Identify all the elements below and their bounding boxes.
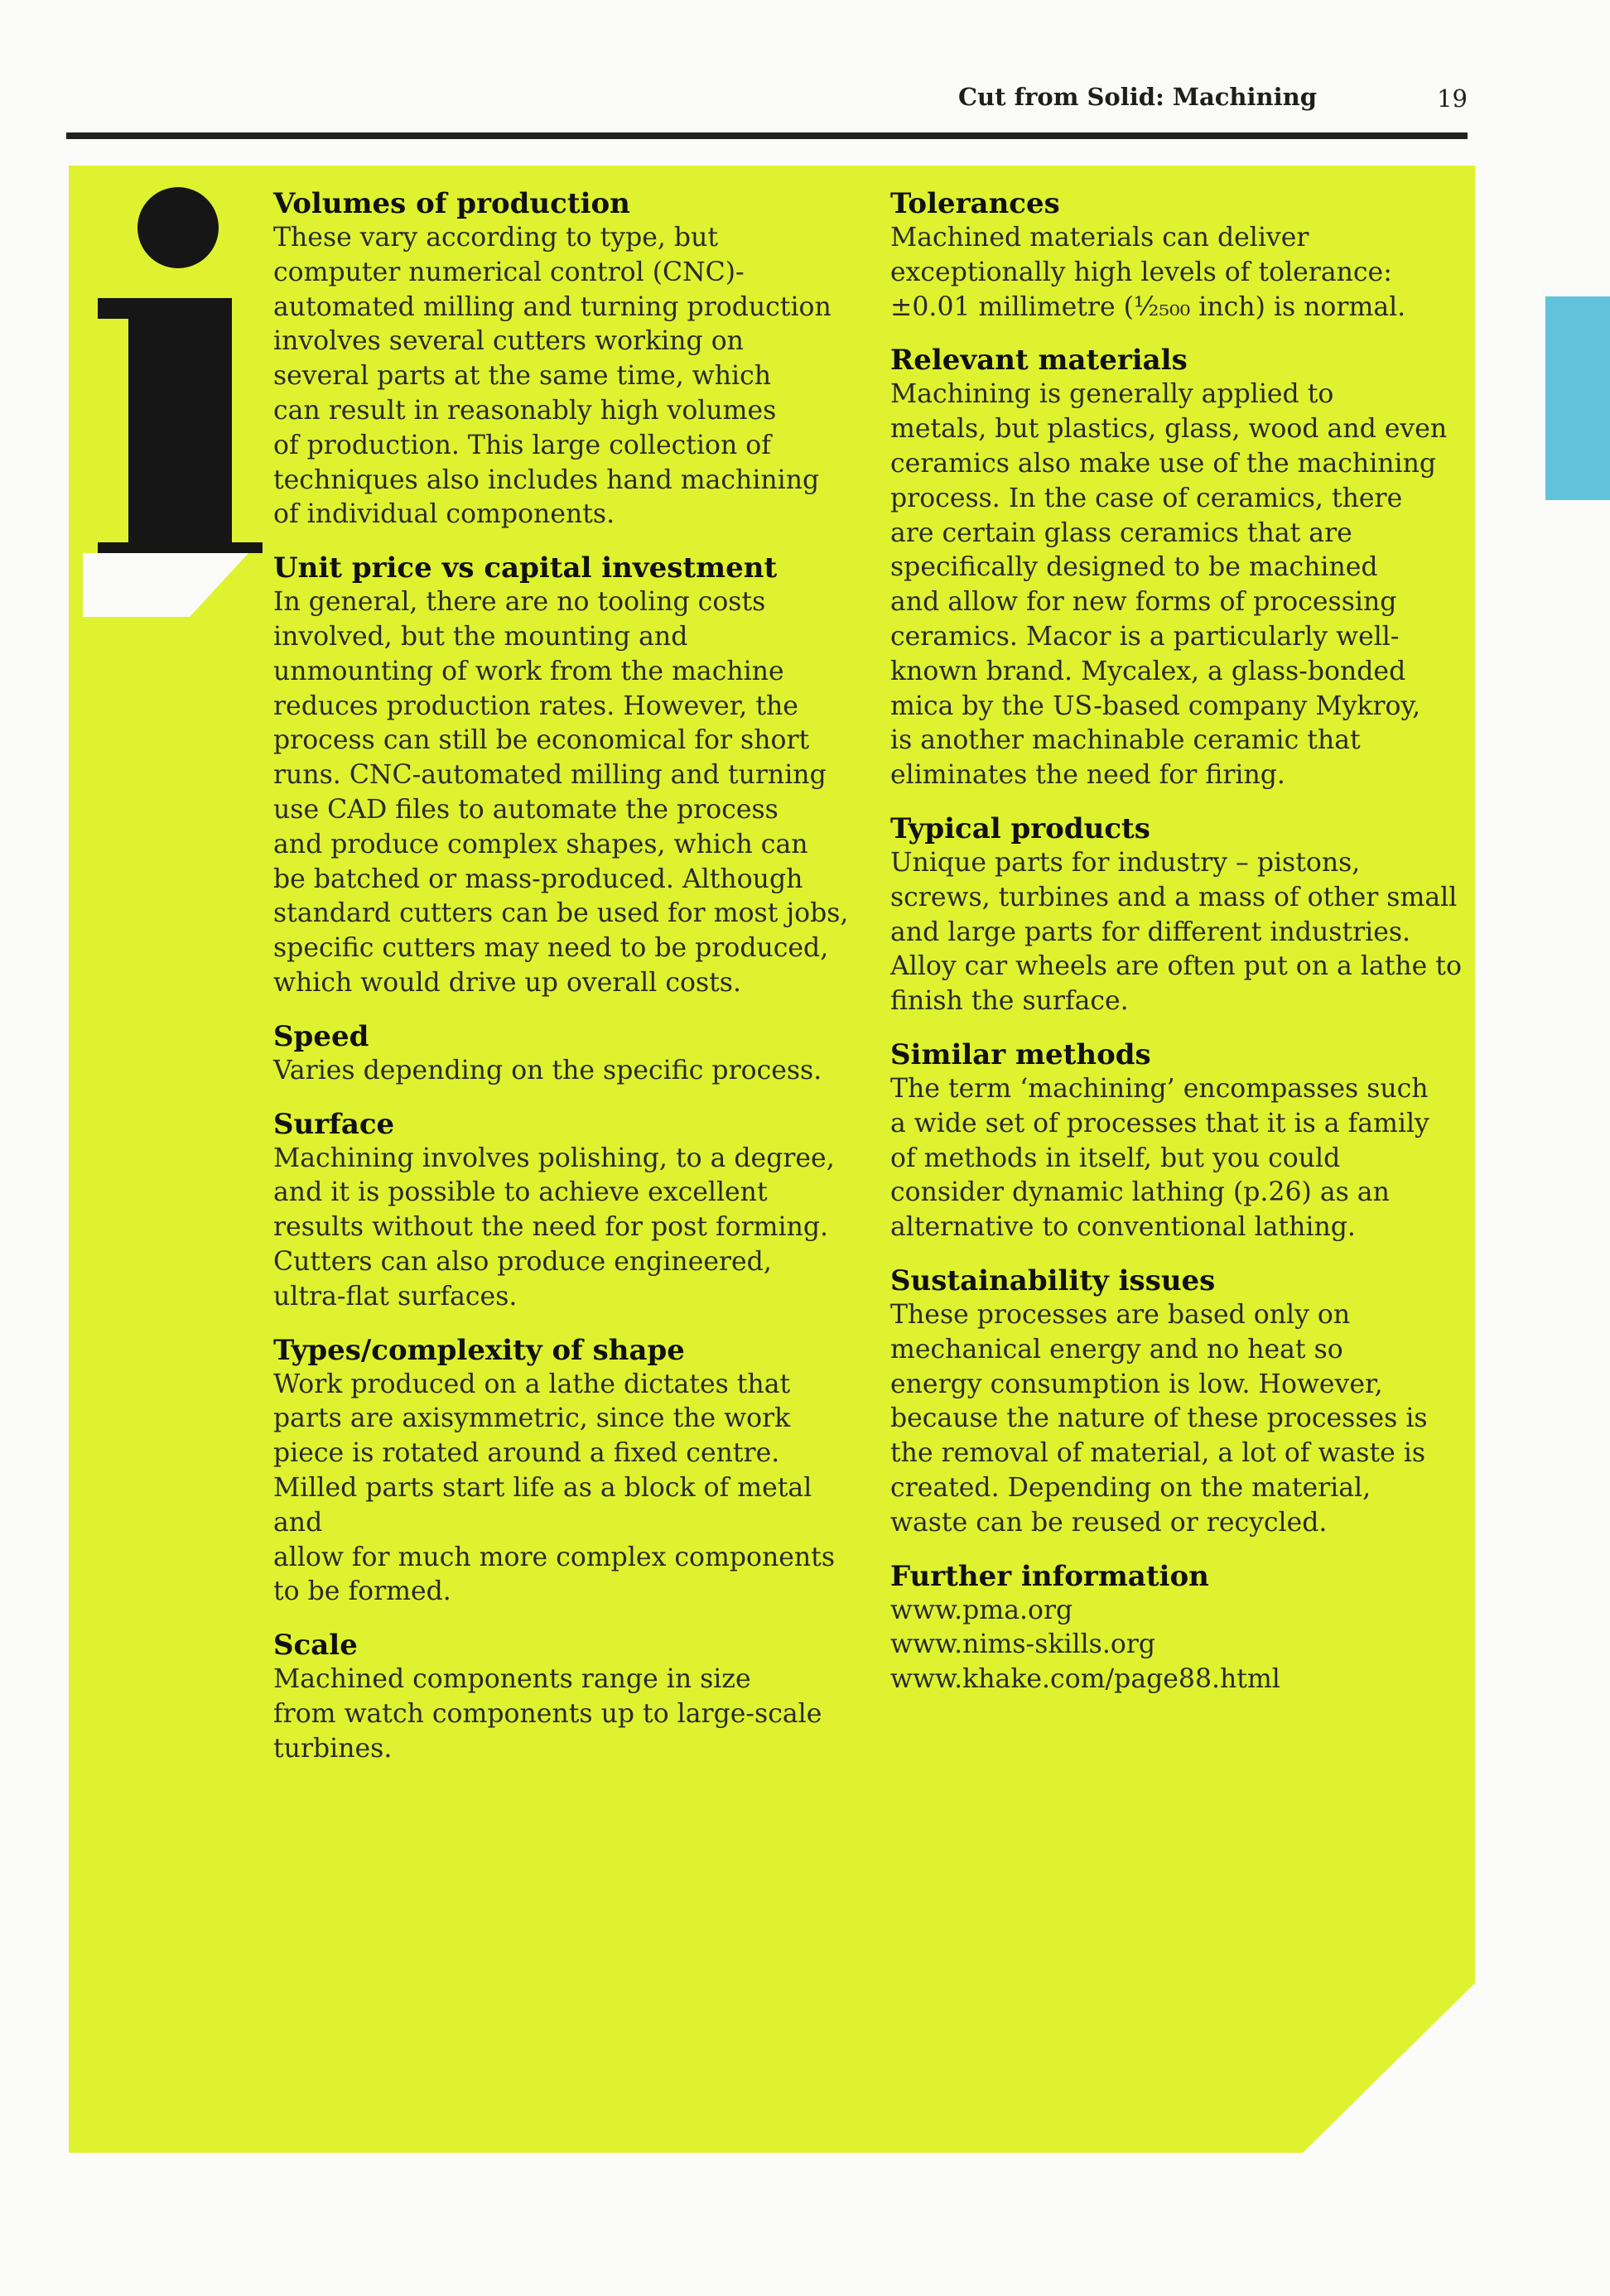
section-body: Machining is generally applied to metals, but plastics, glass, wood and even ceramics also make use of the machining process. In the case of ceramics, there are certain glass ceramics that are specifically designed to be machined and allow for new forms of processing ceramics. Macor is a particularly well- known brand. Mycalex, a glass-bonded mica by the US-based company Mykroy, is another machinable ceramic that eliminates the need for firing.	[890, 379, 1448, 791]
section-heading: Similar methods	[890, 1037, 1151, 1071]
section-body: In general, there are no tooling costs involved, but the mounting and unmounting of work from the machine reduces production rates. However, the process can still be economical for short runs. CNC-automated milling and turning use CAD files to automate the process and produce complex shapes, which can be batched or mass-produced. Although standard cutters can be used for most jobs, specific cutters may need to be produced, which would drive up overall costs.	[273, 587, 849, 998]
section-heading: Surface	[273, 1107, 395, 1141]
section-speed	[273, 1019, 853, 1089]
section-heading: Types/complexity of shape	[273, 1333, 685, 1367]
section-heading: Typical products	[890, 811, 1150, 845]
section-body: These vary according to type, but computer numerical control (CNC)- automated milling and turning production involves several cutters working on several parts at the same time, which can result in reasonably high volumes of production. This large collection of techniques also includes hand machining of individual components.	[273, 223, 832, 530]
section-types-complexity	[273, 1333, 853, 1610]
section-scale	[273, 1628, 853, 1766]
section-similar-methods	[890, 1037, 1470, 1245]
link-pma[interactable]: www.pma.org	[890, 1595, 1073, 1625]
section-unit-price	[273, 551, 853, 1001]
section-volumes-of-production	[273, 186, 853, 532]
section-heading: Further information	[890, 1559, 1209, 1593]
section-heading: Volumes of production	[273, 187, 630, 220]
section-body: Machined materials can deliver exceptionally high levels of tolerance: ±0.01 millimetre (¹⁄₂₅₀₀ inch) is normal.	[890, 223, 1406, 322]
section-relevant-materials	[890, 343, 1470, 793]
header-rule	[66, 132, 1468, 139]
running-header-title: Cut from Solid: Machining	[957, 83, 1317, 111]
section-surface	[273, 1107, 853, 1315]
section-body: The term ‘machining’ encompasses such a wide set of processes that it is a family of methods in itself, but you could consider dynamic lathing (p.26) as an alternative to conventional lathing.	[890, 1073, 1429, 1243]
section-heading: Speed	[273, 1019, 369, 1053]
section-body: Machined components range in size from watch components up to large-scale turbines.	[273, 1664, 822, 1764]
right-column	[890, 186, 1470, 1716]
section-body: Work produced on a lathe dictates that parts are axisymmetric, since the work piece is rotated around a fixed centre. Milled parts start life as a block of metal and allow for much more complex components to be formed.	[273, 1369, 835, 1607]
section-body: Machining involves polishing, to a degree, and it is possible to achieve excellent results without the need for post forming. Cutters can also produce engineered, ultra-flat surfaces.	[273, 1143, 835, 1312]
section-heading: Unit price vs capital investment	[273, 551, 778, 585]
section-heading: Tolerances	[890, 187, 1060, 220]
info-i-icon	[83, 186, 265, 617]
section-heading: Scale	[273, 1629, 358, 1663]
section-body: Unique parts for industry – pistons, screws, turbines and a mass of other small and large parts for different industries. Alloy car wheels are often put on a lathe to finish the surface.	[890, 847, 1462, 1017]
page-number: 19	[1437, 84, 1468, 113]
page-edge-tab	[1545, 296, 1610, 500]
left-column	[273, 186, 853, 1784]
section-body: Varies depending on the specific process.	[273, 1055, 822, 1085]
section-typical-products	[890, 811, 1470, 1019]
section-body: These processes are based only on mechanical energy and no heat so energy consumption is low. However, because the nature of these processes is the removal of material, a lot of waste is created. Depending on the material, waste can be reused or recycled.	[890, 1299, 1428, 1538]
section-further-information	[890, 1559, 1470, 1697]
section-tolerances	[890, 186, 1470, 325]
link-nims-skills[interactable]: www.nims-skills.org	[890, 1629, 1156, 1660]
section-heading: Sustainability issues	[890, 1264, 1216, 1297]
section-heading: Relevant materials	[890, 344, 1188, 378]
section-sustainability	[890, 1264, 1470, 1541]
link-khake[interactable]: www.khake.com/page88.html	[890, 1664, 1280, 1695]
